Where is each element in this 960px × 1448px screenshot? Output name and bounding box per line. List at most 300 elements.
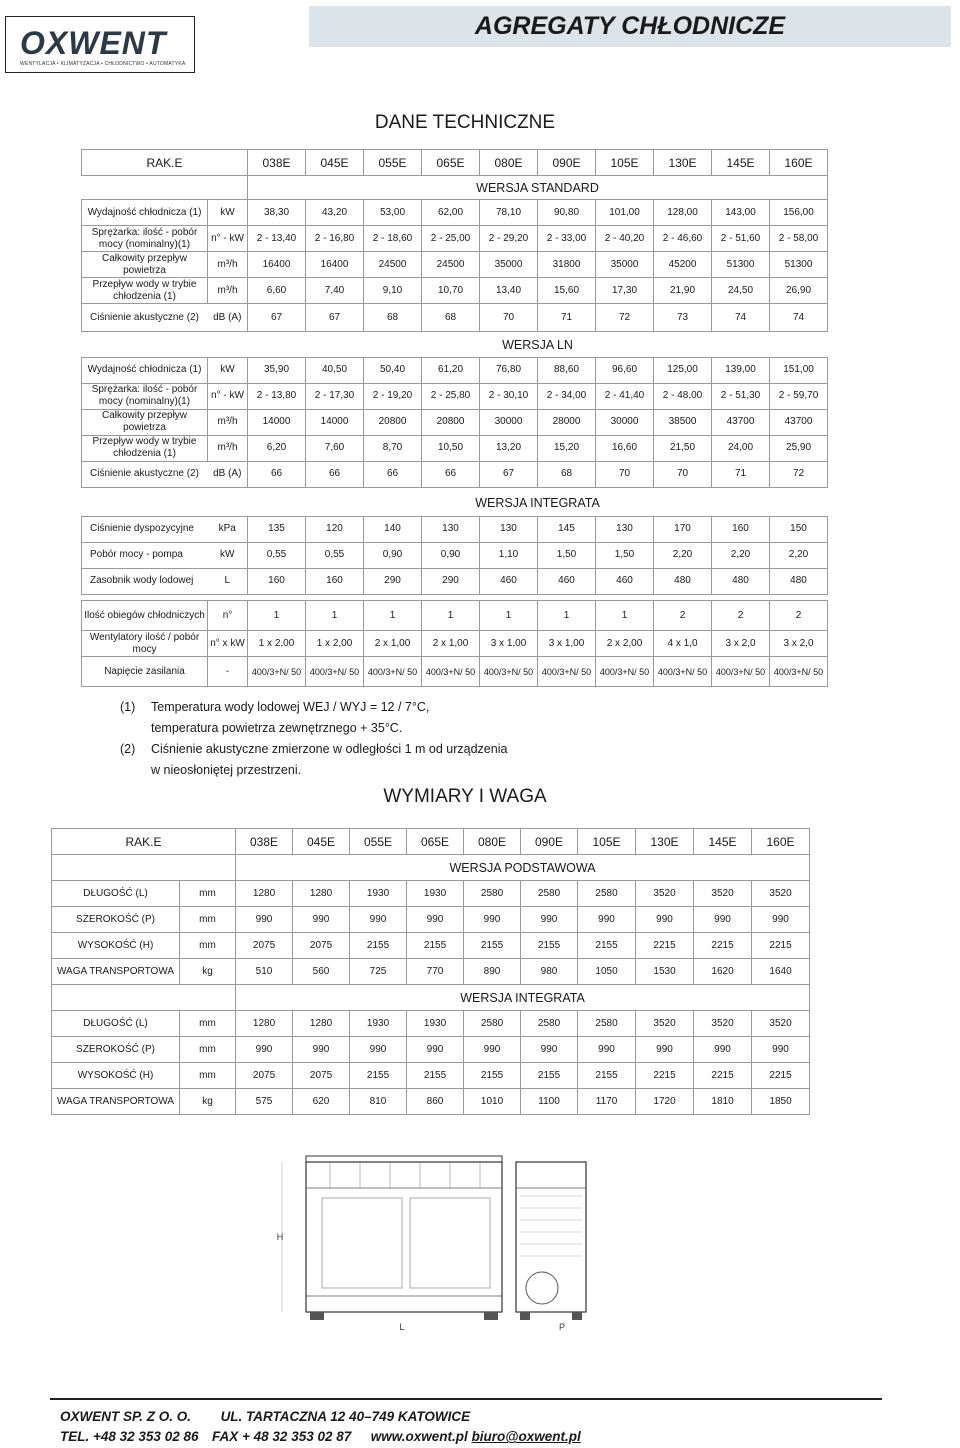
table-cell: 72: [596, 304, 654, 332]
table-cell: 045E: [306, 150, 364, 176]
table-cell: 990: [293, 1037, 350, 1063]
table-cell: 290: [364, 568, 422, 594]
models-header-row: [82, 150, 828, 176]
section-heading-row: [82, 333, 828, 357]
row-label: Ilość obiegów chłodniczych: [82, 601, 208, 631]
table-row: [52, 1089, 810, 1115]
table-cell: 17,30: [596, 278, 654, 304]
table-cell: 62,00: [422, 200, 480, 226]
table-cell: 8,70: [364, 435, 422, 461]
footnote-2: (2) Ciśnienie akustyczne zmierzone w odległości 1 m od urządzenia: [120, 742, 508, 756]
table-cell: 70: [480, 304, 538, 332]
table-cell: 2: [654, 601, 712, 631]
table-row: [82, 409, 828, 435]
table-row: [82, 226, 828, 252]
integrata-table: [81, 490, 828, 595]
table-cell: 890: [464, 959, 521, 985]
tech-heading: DANE TECHNICZNE: [374, 112, 556, 133]
footer-company: OXWENT SP. Z O. O.: [60, 1409, 192, 1424]
table-cell: 139,00: [712, 357, 770, 383]
table-cell: 2 - 33,00: [538, 226, 596, 252]
table-cell: 88,60: [538, 357, 596, 383]
table-cell: 135: [248, 516, 306, 542]
table-cell: 980: [521, 959, 578, 985]
table-cell: 1: [248, 601, 306, 631]
table-cell: 2: [770, 601, 828, 631]
table-cell: dB (A): [208, 304, 248, 332]
section-heading-row: [52, 985, 810, 1011]
table-cell: 1640: [752, 959, 810, 985]
table-cell: 400/3+N/ 50: [538, 657, 596, 687]
table-cell: 990: [236, 907, 293, 933]
table-cell: 460: [480, 568, 538, 594]
table-cell: 038E: [236, 829, 293, 855]
table-cell: 67: [306, 304, 364, 332]
table-cell: RAK.E: [82, 150, 248, 176]
table-cell: 31800: [538, 252, 596, 278]
section-heading: WERSJA LN: [502, 337, 573, 352]
table-cell: 080E: [480, 150, 538, 176]
row-unit: -: [208, 657, 248, 687]
table-cell: 2215: [752, 1063, 810, 1089]
table-cell: 53,00: [364, 200, 422, 226]
table-cell: 15,60: [538, 278, 596, 304]
table-cell: Ciśnienie akustyczne (2): [82, 461, 208, 487]
table-cell: 156,00: [770, 200, 828, 226]
table-cell: 080E: [464, 829, 521, 855]
table-cell: 14000: [306, 409, 364, 435]
table-cell: 1: [364, 601, 422, 631]
table-cell: 3 x 1,00: [538, 631, 596, 657]
table-cell: 67: [480, 461, 538, 487]
table-cell: 2580: [521, 881, 578, 907]
logo-text: OXWENT: [20, 25, 167, 61]
table-cell: 0,55: [306, 542, 364, 568]
table-cell: 26,90: [770, 278, 828, 304]
table-cell: 1 x 2,00: [306, 631, 364, 657]
table-row: [82, 516, 828, 542]
table-cell: 14000: [248, 409, 306, 435]
table-cell: 51300: [770, 252, 828, 278]
table-row: [52, 933, 810, 959]
table-cell: 2075: [236, 933, 293, 959]
table-cell: 2580: [578, 881, 636, 907]
table-cell: 065E: [422, 150, 480, 176]
table-row: [52, 1037, 810, 1063]
table-cell: [82, 176, 248, 200]
row-unit: kW: [208, 357, 248, 383]
table-cell: 73: [654, 304, 712, 332]
table-cell: 105E: [596, 150, 654, 176]
section-heading: WERSJA INTEGRATA: [475, 495, 600, 510]
table-cell: 990: [694, 907, 752, 933]
table-cell: 2 - 48,00: [654, 383, 712, 409]
table-cell: 10,70: [422, 278, 480, 304]
row-unit: m³/h: [208, 278, 248, 304]
table-row: [82, 278, 828, 304]
table-cell: 61,20: [422, 357, 480, 383]
table-cell: 3520: [636, 1011, 694, 1037]
table-cell: 460: [538, 568, 596, 594]
footnote-1-cont: temperatura powietrza zewnętrznego + 35°C.: [151, 721, 403, 735]
table-cell: 1: [596, 601, 654, 631]
table-cell: 2 - 13,80: [248, 383, 306, 409]
table-cell: 2155: [578, 1063, 636, 1089]
row-label: Sprężarka: ilość - pobór mocy (nominalny)(1): [82, 226, 208, 252]
table-cell: 990: [464, 1037, 521, 1063]
table-cell: 1620: [694, 959, 752, 985]
header-banner: [309, 6, 951, 47]
row-unit: kg: [180, 959, 236, 985]
table-cell: 400/3+N/ 50: [596, 657, 654, 687]
row-label: DŁUGOŚĆ (L): [52, 1011, 180, 1037]
table-cell: 1930: [407, 881, 464, 907]
table-row: [82, 542, 828, 568]
table-cell: 560: [293, 959, 350, 985]
row-label: DŁUGOŚĆ (L): [52, 881, 180, 907]
table-cell: 090E: [521, 829, 578, 855]
table-cell: 065E: [407, 829, 464, 855]
table-cell: 990: [464, 907, 521, 933]
row-label: Wentylatory ilość / pobór mocy: [82, 631, 208, 657]
table-cell: 090E: [538, 150, 596, 176]
row-unit: n° - kW: [208, 226, 248, 252]
table-row: [82, 200, 828, 226]
table-cell: 2 - 18,60: [364, 226, 422, 252]
table-cell: 2155: [350, 1063, 407, 1089]
table-cell: 055E: [364, 150, 422, 176]
table-cell: 1930: [350, 1011, 407, 1037]
table-cell: 2580: [578, 1011, 636, 1037]
table-cell: 35000: [596, 252, 654, 278]
common-table: [81, 600, 828, 687]
table-cell: 990: [350, 1037, 407, 1063]
table-cell: 990: [407, 1037, 464, 1063]
table-cell: 43700: [770, 409, 828, 435]
table-cell: 400/3+N/ 50: [654, 657, 712, 687]
noise-row: [82, 461, 828, 487]
row-unit: n° - kW: [208, 383, 248, 409]
table-cell: Ciśnienie akustyczne (2): [82, 304, 208, 332]
table-cell: 3520: [694, 881, 752, 907]
table-cell: 145: [538, 516, 596, 542]
section-heading: WERSJA STANDARD: [248, 176, 828, 200]
row-unit: m³/h: [208, 252, 248, 278]
table-cell: 2215: [636, 1063, 694, 1089]
table-cell: 151,00: [770, 357, 828, 383]
table-cell: 76,80: [480, 357, 538, 383]
footer-phone: TEL. +48 32 353 02 86: [60, 1429, 199, 1444]
footer-email-link[interactable]: biuro@oxwent.pl: [471, 1429, 581, 1444]
table-cell: 38500: [654, 409, 712, 435]
table-cell: RAK.E: [52, 829, 236, 855]
table-cell: 160E: [770, 150, 828, 176]
table-cell: 9,10: [364, 278, 422, 304]
table-cell: 67: [248, 304, 306, 332]
table-cell: 1280: [293, 1011, 350, 1037]
table-cell: 2075: [293, 933, 350, 959]
table-cell: 10,50: [422, 435, 480, 461]
table-cell: 1720: [636, 1089, 694, 1115]
table-cell: 150: [770, 516, 828, 542]
table-cell: 2 - 34,00: [538, 383, 596, 409]
table-cell: 3 x 2,0: [712, 631, 770, 657]
table-cell: 990: [578, 1037, 636, 1063]
footer-rule: [50, 1398, 882, 1400]
row-unit: mm: [180, 881, 236, 907]
table-cell: 3 x 1,00: [480, 631, 538, 657]
table-cell: 2155: [407, 933, 464, 959]
table-cell: 1850: [752, 1089, 810, 1115]
table-cell: 21,90: [654, 278, 712, 304]
table-cell: 170: [654, 516, 712, 542]
row-unit: mm: [180, 907, 236, 933]
company-logo: [5, 16, 195, 73]
table-cell: 71: [712, 461, 770, 487]
table-cell: 20800: [364, 409, 422, 435]
table-cell: 68: [538, 461, 596, 487]
table-cell: 140: [364, 516, 422, 542]
table-cell: 35,90: [248, 357, 306, 383]
table-cell: 1530: [636, 959, 694, 985]
table-cell: 2 - 13,40: [248, 226, 306, 252]
table-cell: 0,55: [248, 542, 306, 568]
table-cell: 990: [521, 1037, 578, 1063]
table-cell: 2 x 1,00: [422, 631, 480, 657]
table-cell: 3520: [694, 1011, 752, 1037]
height-label: H: [276, 1232, 284, 1242]
unit-dimension-diagram: [270, 1148, 600, 1338]
section-heading-row: [52, 855, 810, 881]
row-unit: kPa: [208, 516, 248, 542]
logo-tagline: WENTYLACJA • KLIMATYZACJA • CHŁODNICTWO • AUTOMATYKA: [20, 61, 186, 67]
table-cell: 400/3+N/ 50: [770, 657, 828, 687]
table-row: [82, 357, 828, 383]
row-label: Sprężarka: ilość - pobór mocy (nominalny)(1): [82, 383, 208, 409]
table-cell: 1930: [407, 1011, 464, 1037]
table-row: [82, 601, 828, 631]
table-cell: 055E: [350, 829, 407, 855]
table-cell: 2075: [293, 1063, 350, 1089]
table-cell: 6,60: [248, 278, 306, 304]
table-cell: 130: [480, 516, 538, 542]
table-cell: 2155: [464, 1063, 521, 1089]
footnote-1: (1) Temperatura wody lodowej WEJ / WYJ = 12 / 7°C,: [120, 700, 430, 714]
table-cell: 2 - 40,20: [596, 226, 654, 252]
table-cell: 1100: [521, 1089, 578, 1115]
table-cell: 72: [770, 461, 828, 487]
table-cell: 128,00: [654, 200, 712, 226]
table-cell: 13,20: [480, 435, 538, 461]
row-label: WAGA TRANSPORTOWA: [52, 1089, 180, 1115]
row-label: SZEROKOŚĆ (P): [52, 1037, 180, 1063]
table-cell: 1280: [236, 1011, 293, 1037]
table-cell: 160: [306, 568, 364, 594]
table-cell: 2,20: [712, 542, 770, 568]
table-cell: 143,00: [712, 200, 770, 226]
table-cell: 1: [538, 601, 596, 631]
table-cell: 2215: [694, 933, 752, 959]
table-cell: 43,20: [306, 200, 364, 226]
table-cell: 2155: [578, 933, 636, 959]
table-cell: 2 - 51,30: [712, 383, 770, 409]
table-cell: [82, 333, 248, 357]
table-row: [82, 568, 828, 594]
table-cell: 2 - 25,00: [422, 226, 480, 252]
table-cell: 1,10: [480, 542, 538, 568]
row-label: Pobór mocy - pompa: [82, 542, 208, 568]
table-cell: 990: [752, 1037, 810, 1063]
table-cell: 24,00: [712, 435, 770, 461]
table-row: [82, 383, 828, 409]
table-cell: 990: [694, 1037, 752, 1063]
table-cell: dB (A): [208, 461, 248, 487]
dimensions-table: [51, 828, 810, 1115]
row-label: Wydajność chłodnicza (1): [82, 200, 208, 226]
table-cell: 51300: [712, 252, 770, 278]
row-unit: m³/h: [208, 435, 248, 461]
table-cell: 2155: [464, 933, 521, 959]
table-cell: 6,20: [248, 435, 306, 461]
table-cell: 990: [636, 907, 694, 933]
table-cell: 990: [578, 907, 636, 933]
table-cell: 70: [596, 461, 654, 487]
table-cell: 1930: [350, 881, 407, 907]
table-cell: 74: [712, 304, 770, 332]
table-cell: 145E: [712, 150, 770, 176]
ln-table: [81, 333, 828, 488]
table-cell: 1,50: [538, 542, 596, 568]
table-cell: 4 x 1,0: [654, 631, 712, 657]
row-label: SZEROKOŚĆ (P): [52, 907, 180, 933]
table-cell: 130: [596, 516, 654, 542]
table-cell: 45200: [654, 252, 712, 278]
table-cell: 2215: [752, 933, 810, 959]
table-cell: 2580: [464, 1011, 521, 1037]
table-cell: 990: [407, 907, 464, 933]
row-unit: mm: [180, 1011, 236, 1037]
table-cell: 2: [712, 601, 770, 631]
table-cell: 160: [712, 516, 770, 542]
table-cell: 21,50: [654, 435, 712, 461]
table-cell: 70: [654, 461, 712, 487]
table-cell: 2 x 1,00: [364, 631, 422, 657]
table-cell: 2 x 2,00: [596, 631, 654, 657]
table-row: [52, 907, 810, 933]
row-label: WYSOKOŚĆ (H): [52, 933, 180, 959]
section-heading-row: [82, 490, 828, 516]
table-cell: 13,40: [480, 278, 538, 304]
table-cell: 1 x 2,00: [248, 631, 306, 657]
dims-heading: WYMIARY I WAGA: [383, 786, 547, 807]
row-unit: kg: [180, 1089, 236, 1115]
table-cell: 90,80: [538, 200, 596, 226]
section-heading-row: [82, 176, 828, 200]
table-cell: 50,40: [364, 357, 422, 383]
standard-table: [81, 149, 828, 332]
table-cell: 68: [364, 304, 422, 332]
table-cell: 30000: [596, 409, 654, 435]
table-row: [82, 252, 828, 278]
table-cell: 400/3+N/ 50: [712, 657, 770, 687]
models-header-row: [52, 829, 810, 855]
table-cell: 2 - 58,00: [770, 226, 828, 252]
table-cell: 66: [248, 461, 306, 487]
table-cell: 160: [248, 568, 306, 594]
table-cell: 35000: [480, 252, 538, 278]
table-cell: 2 - 46,60: [654, 226, 712, 252]
row-label: Przepływ wody w trybie chłodzenia (1): [82, 435, 208, 461]
table-cell: 045E: [293, 829, 350, 855]
table-cell: 24,50: [712, 278, 770, 304]
table-cell: 1280: [293, 881, 350, 907]
row-label: Wydajność chłodnicza (1): [82, 357, 208, 383]
table-cell: 160E: [752, 829, 810, 855]
table-cell: 71: [538, 304, 596, 332]
table-cell: 1170: [578, 1089, 636, 1115]
row-unit: mm: [180, 933, 236, 959]
table-cell: 24500: [422, 252, 480, 278]
table-row: [52, 959, 810, 985]
table-row: [82, 435, 828, 461]
table-cell: 290: [422, 568, 480, 594]
table-cell: 2215: [694, 1063, 752, 1089]
table-cell: 101,00: [596, 200, 654, 226]
table-cell: [82, 490, 248, 516]
table-cell: 480: [712, 568, 770, 594]
row-unit: n°: [208, 601, 248, 631]
length-label: L: [399, 1322, 405, 1332]
table-cell: 2 - 59,70: [770, 383, 828, 409]
table-row: [52, 881, 810, 907]
table-cell: 990: [521, 907, 578, 933]
table-cell: 145E: [694, 829, 752, 855]
table-cell: 2 - 25,80: [422, 383, 480, 409]
table-cell: 038E: [248, 150, 306, 176]
table-cell: 130E: [636, 829, 694, 855]
table-cell: 0,90: [422, 542, 480, 568]
table-cell: 3520: [752, 1011, 810, 1037]
width-label: P: [558, 1322, 566, 1332]
table-cell: 770: [407, 959, 464, 985]
table-cell: 2,20: [654, 542, 712, 568]
table-cell: 2 - 41,40: [596, 383, 654, 409]
table-cell: 130E: [654, 150, 712, 176]
table-row: [52, 1063, 810, 1089]
table-cell: 2 - 30,10: [480, 383, 538, 409]
table-cell: 1: [422, 601, 480, 631]
row-unit: kW: [208, 542, 248, 568]
table-cell: 2 - 16,80: [306, 226, 364, 252]
table-cell: 28000: [538, 409, 596, 435]
footer-line-2: [60, 1429, 581, 1444]
table-cell: 24500: [364, 252, 422, 278]
table-cell: 860: [407, 1089, 464, 1115]
row-label: Całkowity przepływ powietrza: [82, 252, 208, 278]
table-cell: 130: [422, 516, 480, 542]
table-cell: 990: [636, 1037, 694, 1063]
footer-website-link[interactable]: www.oxwent.pl: [370, 1429, 468, 1444]
row-unit: kW: [208, 200, 248, 226]
table-cell: 400/3+N/ 50: [480, 657, 538, 687]
table-cell: 2 - 19,20: [364, 383, 422, 409]
footnote-2-cont: w nieosłoniętej przestrzeni.: [151, 763, 302, 777]
table-cell: 7,40: [306, 278, 364, 304]
table-cell: 3 x 2,0: [770, 631, 828, 657]
table-cell: 16400: [248, 252, 306, 278]
footer-line-1: [60, 1409, 470, 1424]
table-cell: 2155: [521, 1063, 578, 1089]
